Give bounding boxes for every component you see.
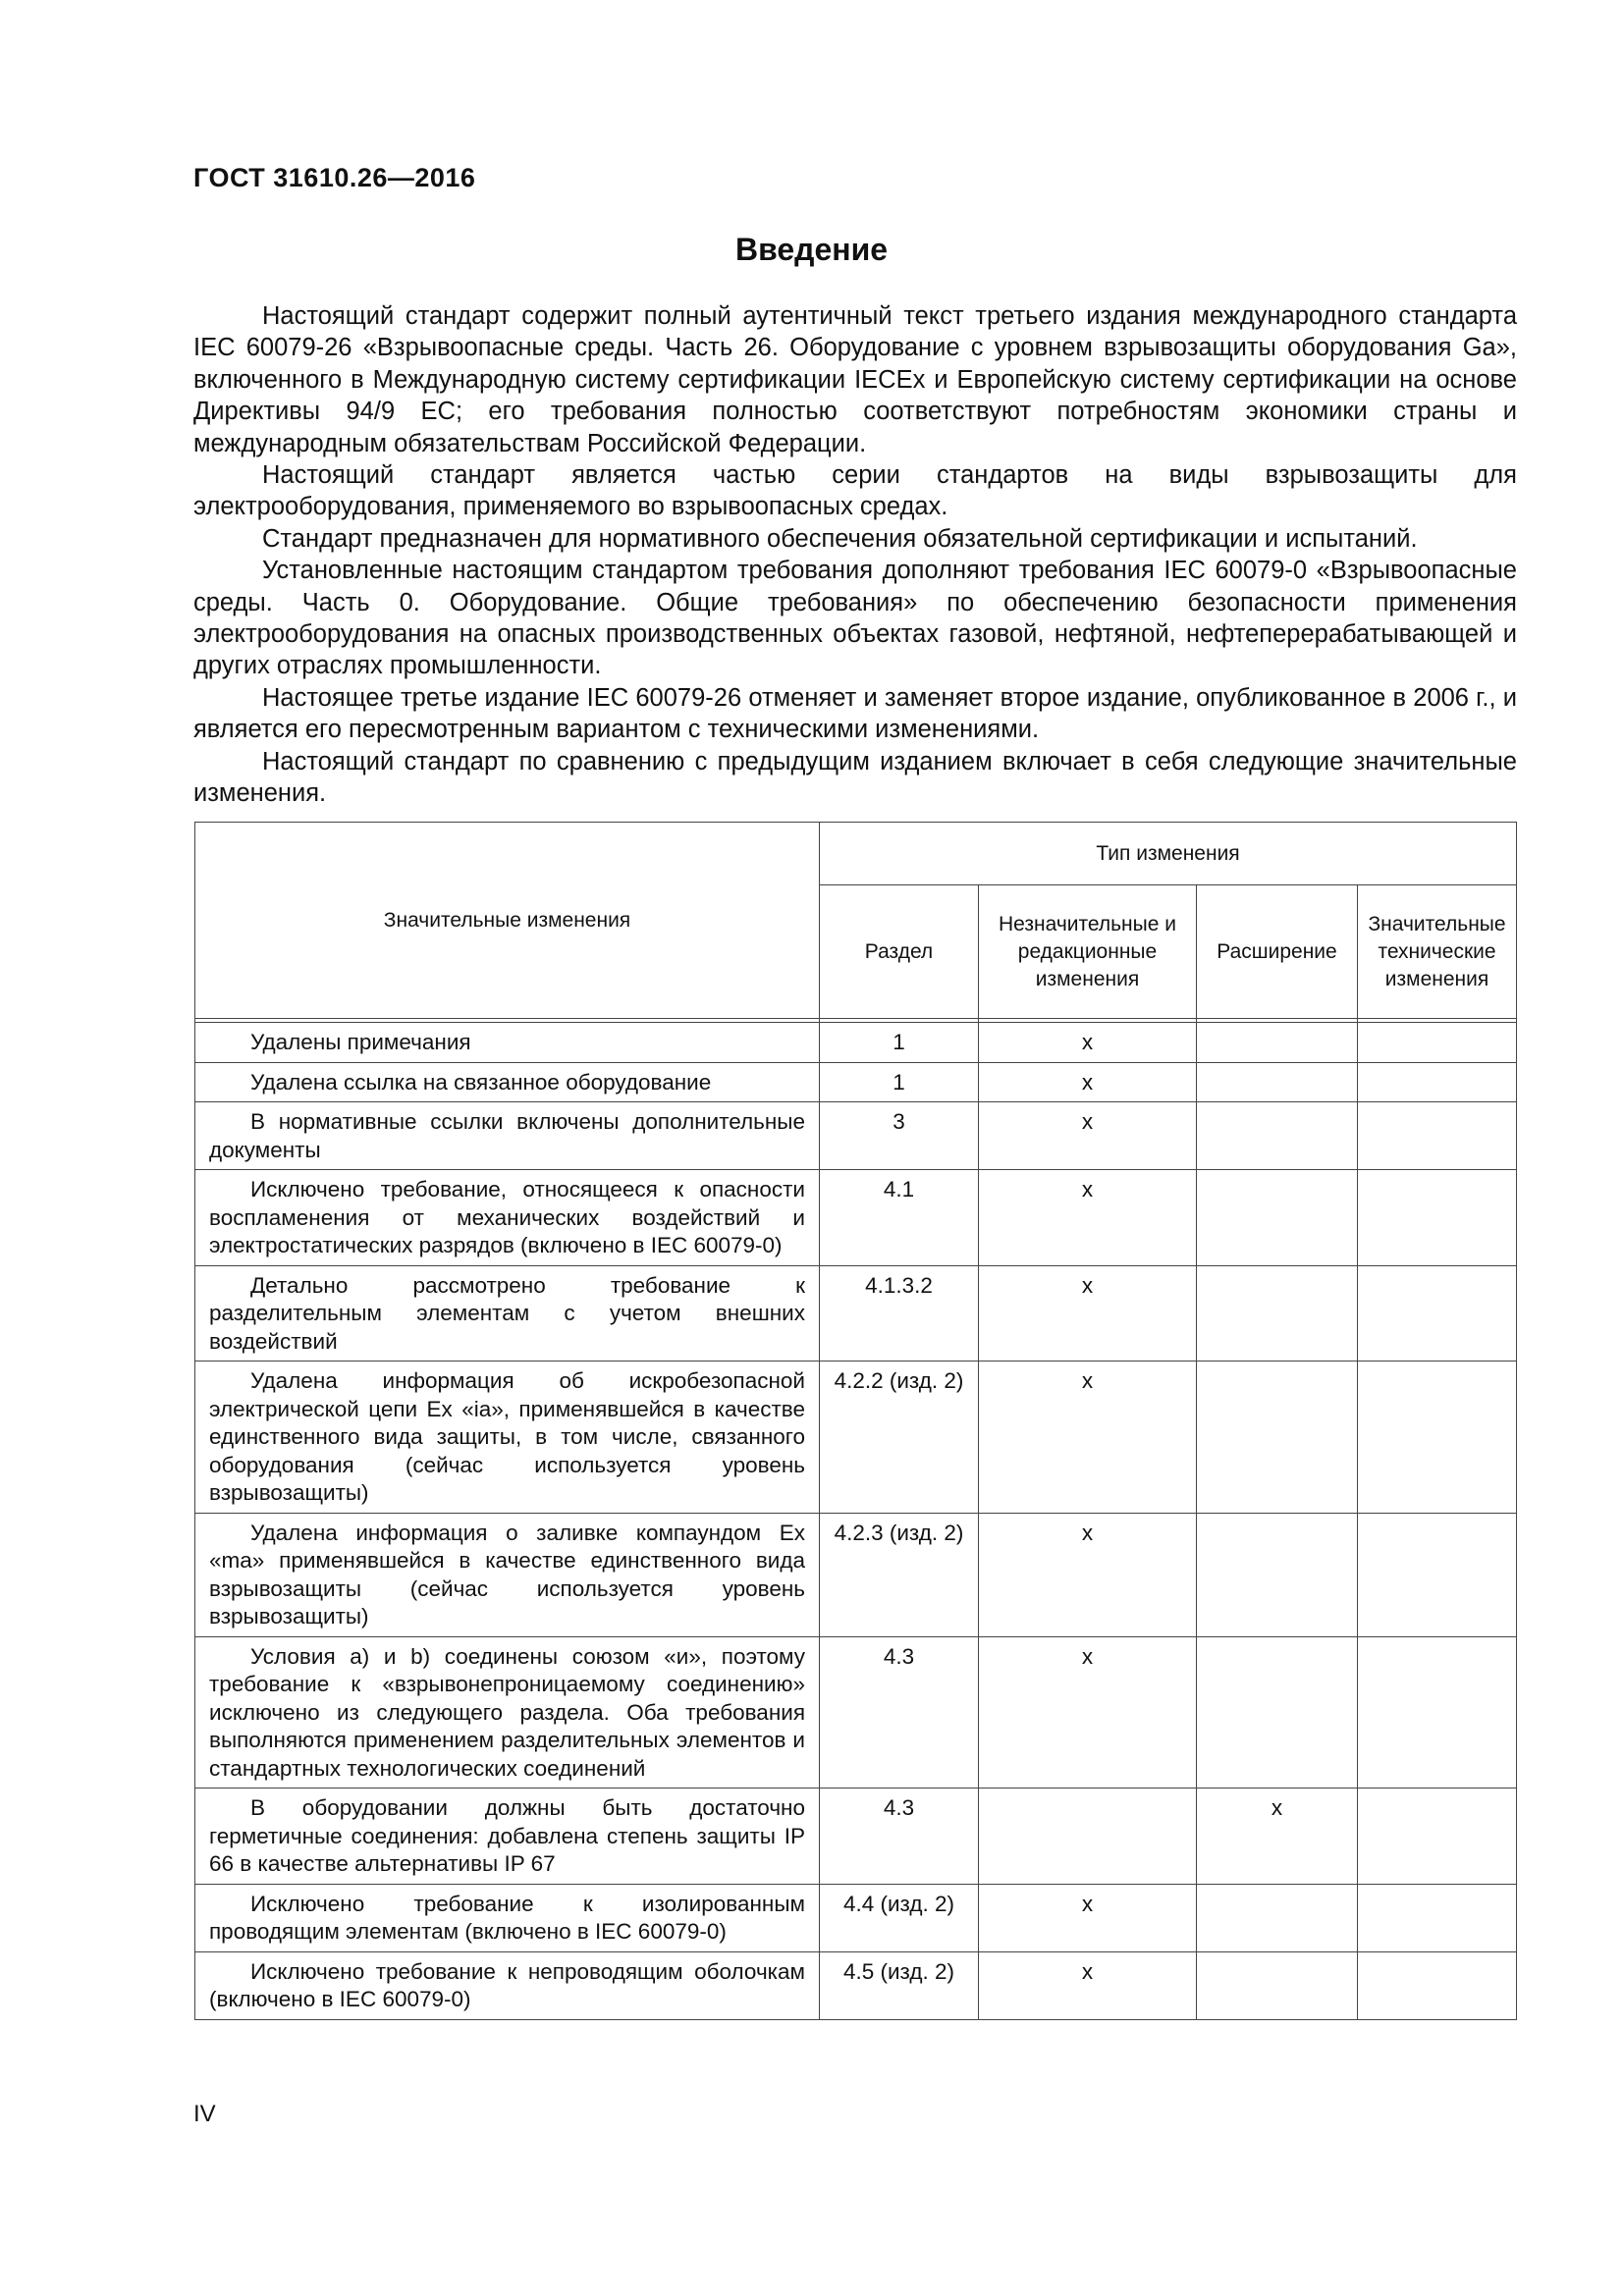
- row-section: 1: [820, 1023, 979, 1063]
- row-extension-mark: x: [1197, 1789, 1358, 1885]
- table-header: [195, 823, 1517, 1019]
- row-minor-mark: x: [979, 1362, 1197, 1514]
- row-section: 4.2.2 (изд. 2): [820, 1362, 979, 1514]
- table-row: [195, 1636, 1517, 1789]
- intro-paragraph: Настоящий стандарт содержит полный аутентичный текст третьего издания международного стандарта IEC 60079-26 «Взрывоопасные среды. Часть 26. Оборудование с уровнем взрывозащиты оборудования Ga», включенного в Международную систему сертификации IECEx и Европейскую систему сертификации на основе Директивы 94/9 ЕС; его требования полностью соответствуют потребностям экономики страны и международным обязательствам Российской Федерации.: [193, 302, 1517, 457]
- table-row: [195, 1513, 1517, 1636]
- row-description: Удалены примечания: [195, 1023, 820, 1063]
- row-extension-mark: [1197, 1023, 1358, 1063]
- header-significant-changes: Значительные изменения: [195, 823, 820, 1019]
- table-row: [195, 1170, 1517, 1266]
- row-extension-mark: [1197, 1513, 1358, 1636]
- header-minor-changes: Незначительные и редакционные изменения: [979, 885, 1197, 1019]
- table-row: [195, 1884, 1517, 1951]
- row-technical-mark: [1358, 1265, 1517, 1362]
- row-description: Исключено требование к непроводящим оболочкам (включено в IEC 60079-0): [195, 1951, 820, 2019]
- row-section: 3: [820, 1102, 979, 1170]
- row-description: Удалена ссылка на связанное оборудование: [195, 1062, 820, 1102]
- row-description: Исключено требование к изолированным проводящим элементам (включено в IEC 60079-0): [195, 1884, 820, 1951]
- row-section: 4.3: [820, 1636, 979, 1789]
- row-extension-mark: [1197, 1362, 1358, 1514]
- row-minor-mark: [979, 1789, 1197, 1885]
- row-section: 4.1: [820, 1170, 979, 1266]
- row-description: В оборудовании должны быть достаточно герметичные соединения: добавлена степень защиты IP 66 в качестве альтернативы IP 67: [195, 1789, 820, 1885]
- row-minor-mark: x: [979, 1062, 1197, 1102]
- table-row: [195, 1265, 1517, 1362]
- row-section: 4.5 (изд. 2): [820, 1951, 979, 2019]
- intro-paragraph: Настоящий стандарт является частью серии стандартов на виды взрывозащиты для электрооборудования, применяемого во взрывоопасных средах.: [193, 461, 1517, 521]
- row-description: Условия a) и b) соединены союзом «и», поэтому требование к «взрывонепроницаемому соединению» исключено из следующего раздела. Оба требования выполняются применением разделительных элементов и стандартных технологических соединений: [195, 1636, 820, 1789]
- row-technical-mark: [1358, 1170, 1517, 1266]
- header-section: Раздел: [820, 885, 979, 1019]
- intro-paragraph: Установленные настоящим стандартом требования дополняют требования IEC 60079-0 «Взрывоопасные среды. Часть 0. Оборудование. Общие требования» по обеспечению безопасности применения электрооборудования на опасных производственных объектах газовой, нефтяной, нефтеперерабатывающей и других отраслях промышленности.: [193, 557, 1517, 680]
- table-body: [195, 1019, 1517, 2020]
- row-section: 4.2.3 (изд. 2): [820, 1513, 979, 1636]
- row-extension-mark: [1197, 1062, 1358, 1102]
- table-row: [195, 1062, 1517, 1102]
- row-extension-mark: [1197, 1265, 1358, 1362]
- header-extension: Расширение: [1197, 885, 1358, 1019]
- standard-identifier: ГОСТ 31610.26—2016: [193, 163, 476, 192]
- row-section: 4.3: [820, 1789, 979, 1885]
- row-technical-mark: [1358, 1102, 1517, 1170]
- page-number: IV: [193, 2101, 216, 2127]
- row-minor-mark: x: [979, 1951, 1197, 2019]
- row-description: В нормативные ссылки включены дополнительные документы: [195, 1102, 820, 1170]
- row-technical-mark: [1358, 1513, 1517, 1636]
- row-extension-mark: [1197, 1102, 1358, 1170]
- row-technical-mark: [1358, 1951, 1517, 2019]
- row-minor-mark: x: [979, 1023, 1197, 1063]
- row-extension-mark: [1197, 1636, 1358, 1789]
- table-row: [195, 1023, 1517, 1063]
- row-description: Детально рассмотрено требование к разделительным элементам с учетом внешних воздействий: [195, 1265, 820, 1362]
- table-row: [195, 1951, 1517, 2019]
- introduction-text: [193, 300, 1517, 810]
- row-technical-mark: [1358, 1884, 1517, 1951]
- row-minor-mark: x: [979, 1170, 1197, 1266]
- table-row: [195, 1362, 1517, 1514]
- row-description: Удалена информация о заливке компаундом Ex «ma» применявшейся в качестве единственного вида взрывозащиты (сейчас используется уровень взрывозащиты): [195, 1513, 820, 1636]
- row-technical-mark: [1358, 1362, 1517, 1514]
- row-section: 1: [820, 1062, 979, 1102]
- row-extension-mark: [1197, 1170, 1358, 1266]
- row-description: Удалена информация об искробезопасной электрической цепи Ex «ia», применявшейся в качестве единственного вида защиты, в том числе, связанного оборудования (сейчас используется уровень взрывозащиты): [195, 1362, 820, 1514]
- row-technical-mark: [1358, 1062, 1517, 1102]
- row-section: 4.1.3.2: [820, 1265, 979, 1362]
- row-section: 4.4 (изд. 2): [820, 1884, 979, 1951]
- intro-paragraph: Настоящий стандарт по сравнению с предыдущим изданием включает в себя следующие значительные изменения.: [193, 747, 1517, 808]
- row-technical-mark: [1358, 1789, 1517, 1885]
- row-description: Исключено требование, относящееся к опасности воспламенения от механических воздействий и электростатических разрядов (включено в IEC 60079-0): [195, 1170, 820, 1266]
- row-minor-mark: x: [979, 1265, 1197, 1362]
- section-title: Введение: [734, 232, 889, 267]
- row-technical-mark: [1358, 1636, 1517, 1789]
- row-minor-mark: x: [979, 1884, 1197, 1951]
- header-change-type: Тип изменения: [820, 823, 1517, 885]
- changes-table: [194, 822, 1517, 2020]
- header-technical-changes: Значительные технические изменения: [1358, 885, 1517, 1019]
- row-extension-mark: [1197, 1951, 1358, 2019]
- row-technical-mark: [1358, 1023, 1517, 1063]
- row-extension-mark: [1197, 1884, 1358, 1951]
- row-minor-mark: x: [979, 1636, 1197, 1789]
- row-minor-mark: x: [979, 1102, 1197, 1170]
- table-row: [195, 1102, 1517, 1170]
- intro-paragraph: Стандарт предназначен для нормативного обеспечения обязательной сертификации и испытаний.: [262, 524, 1418, 553]
- row-minor-mark: x: [979, 1513, 1197, 1636]
- table-row: [195, 1789, 1517, 1885]
- intro-paragraph: Настоящее третье издание IEC 60079-26 отменяет и заменяет второе издание, опубликованное в 2006 г., и является его пересмотренным вариантом с техническими изменениями.: [193, 683, 1517, 744]
